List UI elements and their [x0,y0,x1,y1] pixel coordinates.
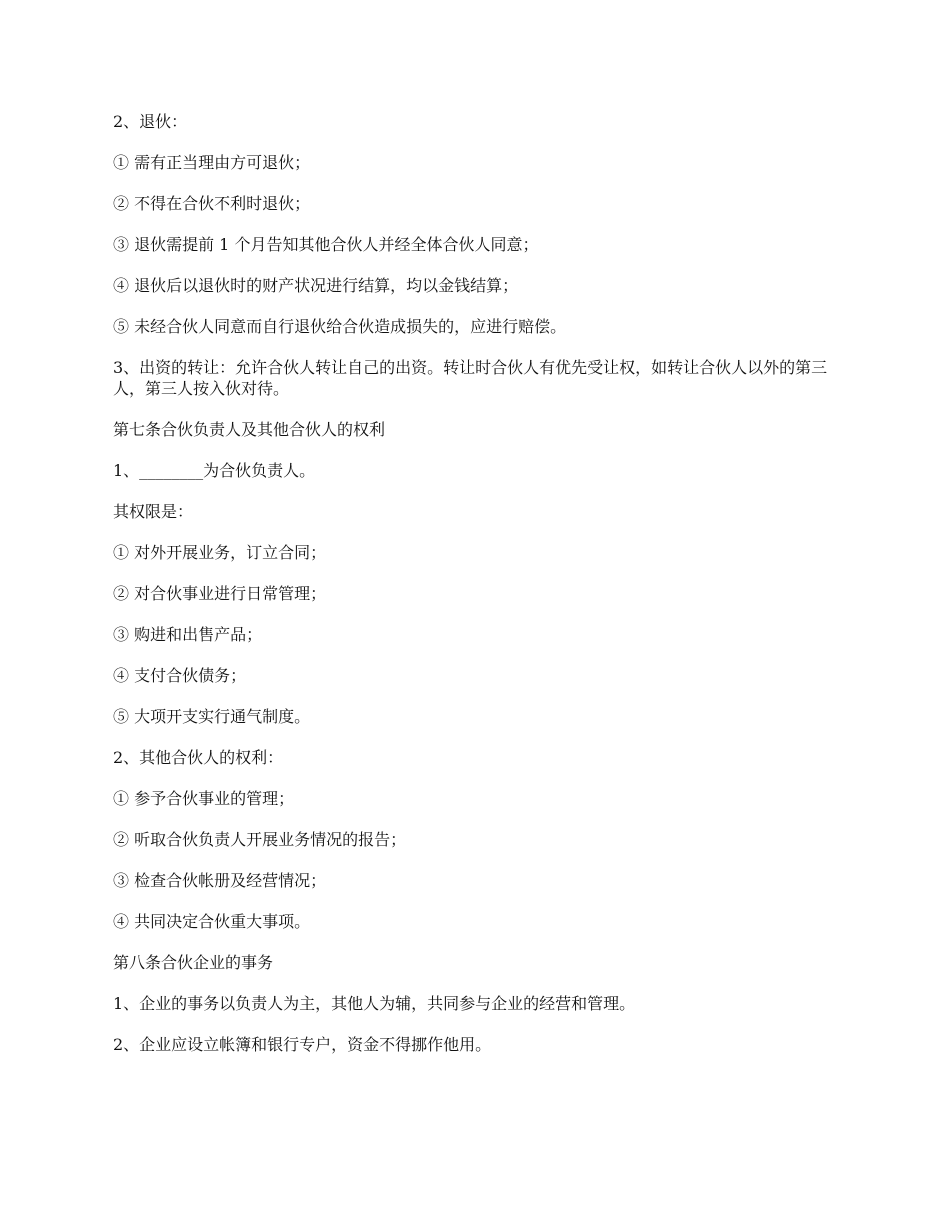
paragraph-affairs-item-2: 2、企业应设立帐簿和银行专户，资金不得挪作他用。 [113,1035,492,1054]
paragraph-withdrawal-item-1: ① 需有正当理由方可退伙； [113,153,311,172]
article-8-heading: 第八条合伙企业的事务 [113,953,274,972]
paragraph-affairs-item-1: 1、企业的事务以负责人为主，其他人为辅，共同参与企业的经营和管理。 [113,994,636,1013]
paragraph-other-partners-rights: 2、其他合伙人的权利： [113,748,284,767]
paragraph-responsible-partner: 1、________为合伙负责人。 [113,461,316,480]
paragraph-authority-item-1: ① 对外开展业务，订立合同； [113,543,327,562]
paragraph-authority-item-5: ⑤ 大项开支实行通气制度。 [113,707,311,726]
paragraph-rights-item-4: ④ 共同决定合伙重大事项。 [113,912,311,931]
paragraph-withdrawal-item-3: ③ 退伙需提前 1 个月告知其他合伙人并经全体合伙人同意； [113,235,539,254]
paragraph-authority-item-3: ③ 购进和出售产品； [113,625,263,644]
paragraph-capital-transfer: 3、出资的转让：允许合伙人转让自己的出资。转让时合伙人有优先受让权，如转让合伙人以外的第三人，第三人按入伙对待。 [113,358,828,398]
paragraph-authority-item-2: ② 对合伙事业进行日常管理； [113,584,327,603]
paragraph-withdrawal-heading: 2、退伙： [113,112,188,131]
paragraph-withdrawal-item-5: ⑤ 未经合伙人同意而自行退伙给合伙造成损失的，应进行赔偿。 [113,317,567,336]
paragraph-authority-item-4: ④ 支付合伙债务； [113,666,247,685]
paragraph-rights-item-2: ② 听取合伙负责人开展业务情况的报告； [113,830,407,849]
paragraph-rights-item-1: ① 参予合伙事业的管理； [113,789,295,808]
article-7-heading: 第七条合伙负责人及其他合伙人的权利 [113,420,386,439]
paragraph-withdrawal-item-4: ④ 退伙后以退伙时的财产状况进行结算，均以金钱结算； [113,276,519,295]
paragraph-withdrawal-item-2: ② 不得在合伙不利时退伙； [113,194,311,213]
paragraph-rights-item-3: ③ 检查合伙帐册及经营情况； [113,871,327,890]
paragraph-authority-intro: 其权限是： [113,502,194,521]
document-body [113,111,835,1075]
